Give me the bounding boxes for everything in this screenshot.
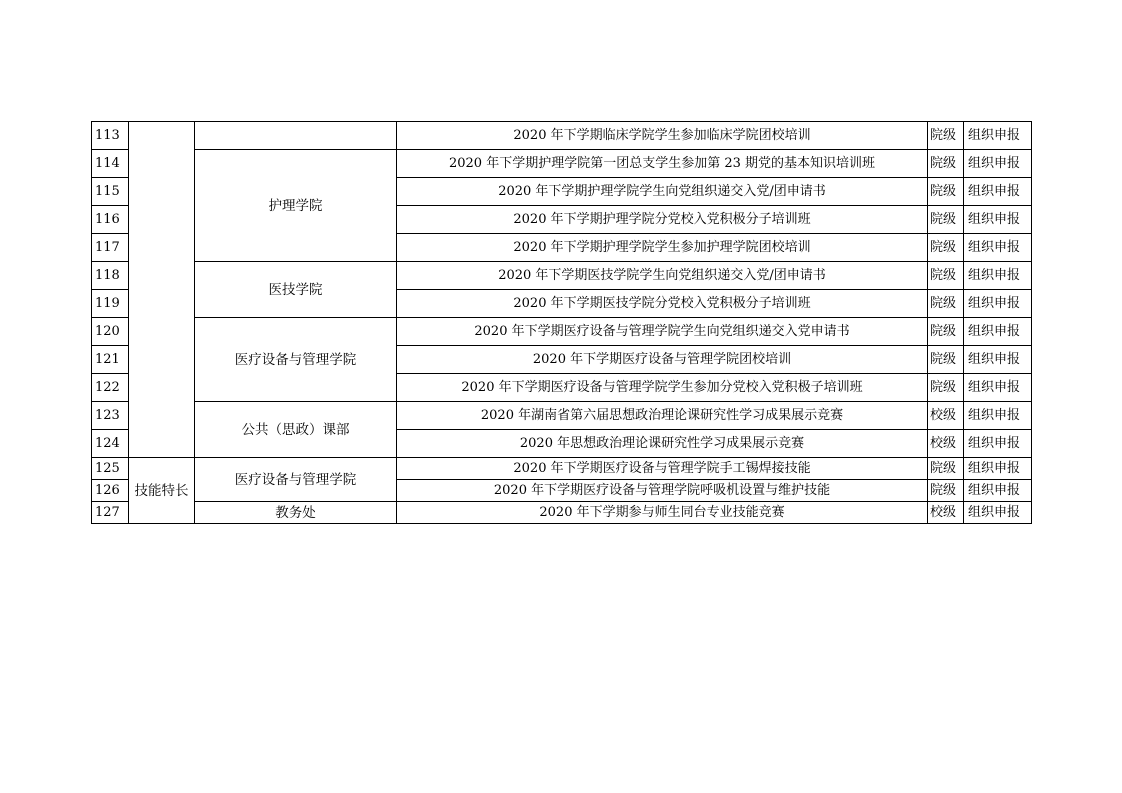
row-number: 115 — [92, 178, 129, 206]
project-name: 2020 年下学期护理学院分党校入党积极分子培训班 — [397, 206, 928, 234]
table-row — [92, 318, 1032, 346]
type-cell: 组织申报 — [964, 346, 1032, 374]
row-number: 119 — [92, 290, 129, 318]
type-cell: 组织申报 — [964, 458, 1032, 480]
level-cell: 院级 — [928, 480, 964, 502]
department-cell: 公共（思政）课部 — [195, 402, 397, 458]
row-number: 123 — [92, 402, 129, 430]
type-cell: 组织申报 — [964, 502, 1032, 524]
type-cell: 组织申报 — [964, 206, 1032, 234]
project-name: 2020 年下学期护理学院学生参加护理学院团校培训 — [397, 234, 928, 262]
type-cell: 组织申报 — [964, 150, 1032, 178]
department-cell-empty — [195, 122, 397, 150]
row-number: 120 — [92, 318, 129, 346]
department-cell: 医疗设备与管理学院 — [195, 318, 397, 402]
row-number: 117 — [92, 234, 129, 262]
project-name: 2020 年湖南省第六届思想政治理论课研究性学习成果展示竞赛 — [397, 402, 928, 430]
level-cell: 院级 — [928, 206, 964, 234]
activity-table — [91, 121, 1032, 524]
level-cell: 院级 — [928, 346, 964, 374]
type-cell: 组织申报 — [964, 480, 1032, 502]
type-cell: 组织申报 — [964, 430, 1032, 458]
row-number: 127 — [92, 502, 129, 524]
department-cell: 护理学院 — [195, 150, 397, 262]
row-number: 116 — [92, 206, 129, 234]
level-cell: 院级 — [928, 262, 964, 290]
table-row — [92, 262, 1032, 290]
level-cell: 院级 — [928, 178, 964, 206]
row-number: 118 — [92, 262, 129, 290]
level-cell: 校级 — [928, 402, 964, 430]
level-cell: 院级 — [928, 374, 964, 402]
level-cell: 院级 — [928, 290, 964, 318]
type-cell: 组织申报 — [964, 178, 1032, 206]
type-cell: 组织申报 — [964, 318, 1032, 346]
project-name: 2020 年下学期参与师生同台专业技能竞赛 — [397, 502, 928, 524]
department-cell: 医疗设备与管理学院 — [195, 458, 397, 502]
department-cell: 医技学院 — [195, 262, 397, 318]
department-cell: 教务处 — [195, 502, 397, 524]
project-name: 2020 年下学期医技学院学生向党组织递交入党/团申请书 — [397, 262, 928, 290]
project-name: 2020 年下学期医技学院分党校入党积极分子培训班 — [397, 290, 928, 318]
table-row — [92, 402, 1032, 430]
row-number: 121 — [92, 346, 129, 374]
table-row — [92, 122, 1032, 150]
project-name: 2020 年下学期护理学院学生向党组织递交入党/团申请书 — [397, 178, 928, 206]
project-name: 2020 年思想政治理论课研究性学习成果展示竞赛 — [397, 430, 928, 458]
level-cell: 院级 — [928, 318, 964, 346]
project-name: 2020 年下学期临床学院学生参加临床学院团校培训 — [397, 122, 928, 150]
type-cell: 组织申报 — [964, 122, 1032, 150]
row-number: 126 — [92, 480, 129, 502]
level-cell: 校级 — [928, 430, 964, 458]
type-cell: 组织申报 — [964, 374, 1032, 402]
level-cell: 院级 — [928, 122, 964, 150]
level-cell: 校级 — [928, 502, 964, 524]
level-cell: 院级 — [928, 234, 964, 262]
project-name: 2020 年下学期医疗设备与管理学院学生向党组织递交入党申请书 — [397, 318, 928, 346]
row-number: 114 — [92, 150, 129, 178]
table-row — [92, 150, 1032, 178]
type-cell: 组织申报 — [964, 262, 1032, 290]
type-cell: 组织申报 — [964, 290, 1032, 318]
row-number: 125 — [92, 458, 129, 480]
project-name: 2020 年下学期医疗设备与管理学院呼吸机设置与维护技能 — [397, 480, 928, 502]
type-cell: 组织申报 — [964, 234, 1032, 262]
table-row — [92, 502, 1032, 524]
project-name: 2020 年下学期医疗设备与管理学院学生参加分党校入党积极子培训班 — [397, 374, 928, 402]
category-cell: 技能特长 — [129, 458, 195, 524]
row-number: 124 — [92, 430, 129, 458]
row-number: 113 — [92, 122, 129, 150]
project-name: 2020 年下学期医疗设备与管理学院团校培训 — [397, 346, 928, 374]
table-row — [92, 458, 1032, 480]
project-name: 2020 年下学期护理学院第一团总支学生参加第 23 期党的基本知识培训班 — [397, 150, 928, 178]
type-cell: 组织申报 — [964, 402, 1032, 430]
level-cell: 院级 — [928, 150, 964, 178]
category-cell-empty — [129, 122, 195, 458]
project-name: 2020 年下学期医疗设备与管理学院手工锡焊接技能 — [397, 458, 928, 480]
level-cell: 院级 — [928, 458, 964, 480]
row-number: 122 — [92, 374, 129, 402]
